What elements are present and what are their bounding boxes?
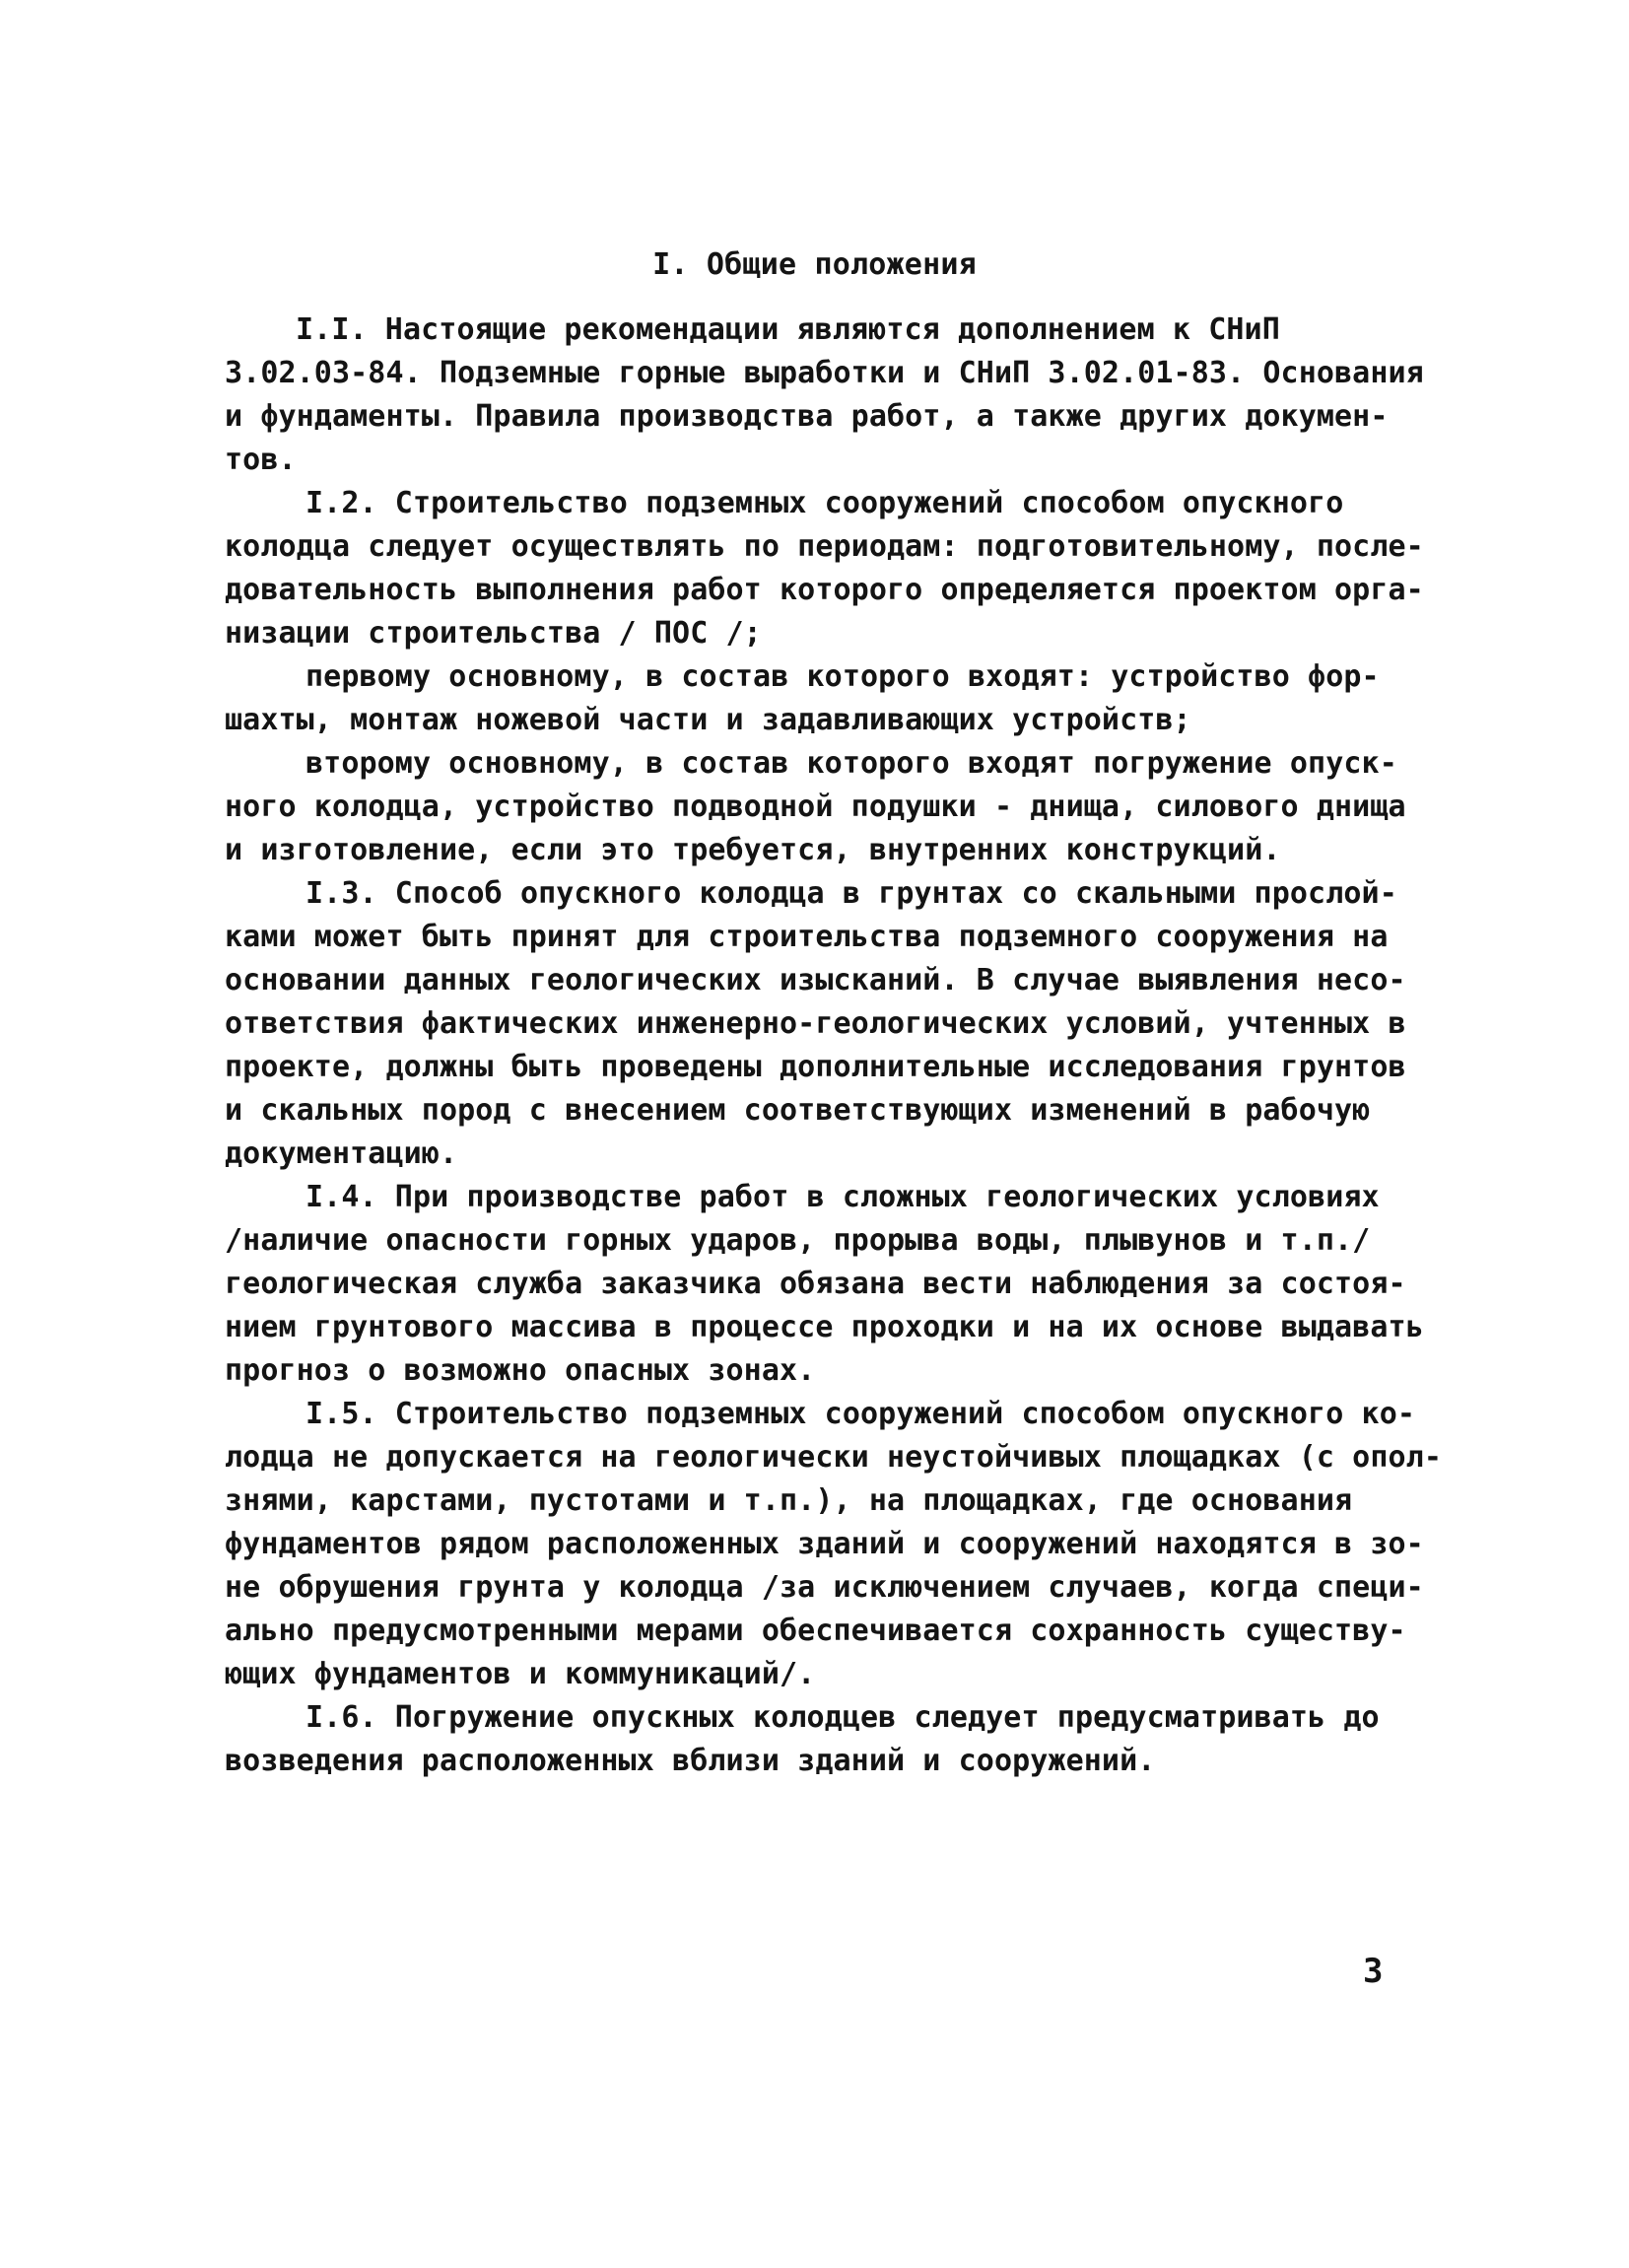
paragraph-1-2-line: низации строительства / ПОС /; [225,616,762,651]
paragraph-1-1-line: I.I. Настоящие рекомендации являются дополнением к СНиП [296,312,1280,347]
paragraph-1-4-line: /наличие опасности горных ударов, прорыва воды, плывунов и т.п./ [225,1223,1371,1258]
section-heading: I. Общие положения [652,247,977,282]
paragraph-1-3-line: и скальных пород с внесением соответствующих изменений в рабочую [225,1093,1371,1128]
paragraph-1-3-line: ответствия фактических инженерно-геологических условий, учтенных в [225,1006,1406,1041]
paragraph-1-5-line: ющих фундаментов и коммуникаций/. [225,1657,816,1691]
paragraph-1-6-line: возведения расположенных вблизи зданий и сооружений. [225,1744,1156,1778]
paragraph-1-5-line: I.5. Строительство подземных сооружений способом опускного ко- [305,1397,1416,1431]
paragraph-1-5-line: фундаментов рядом расположенных зданий и сооружений находятся в зо- [225,1527,1424,1561]
paragraph-1-5-line: лодца не допускается на геологически неустойчивых площадках (с опол- [225,1440,1442,1475]
paragraph-1-4-line: нием грунтового массива в процессе проходки и на их основе выдавать [225,1310,1424,1344]
paragraph-1-2-line: и изготовление, если это требуется, внутренних конструкций. [225,833,1281,867]
body-text [225,309,1442,1783]
paragraph-1-5-line: знями, карстами, пустотами и т.п.), на площадках, где основания [225,1483,1353,1518]
paragraph-1-6-line: I.6. Погружение опускных колодцев следует предусматривать до [305,1700,1380,1735]
paragraph-1-4-line: прогноз о возможно опасных зонах. [225,1353,816,1388]
paragraph-1-3-line: I.3. Способ опускного колодца в грунтах со скальными прослой- [305,876,1397,911]
paragraph-1-3-line: проекте, должны быть проведены дополнительные исследования грунтов [225,1050,1406,1084]
paragraph-1-1-line: 3.02.03-84. Подземные горные выработки и СНиП 3.02.01-83. Основания [225,356,1424,390]
paragraph-1-2-line: второму основному, в состав которого входят погружение опуск- [305,746,1397,781]
page-number: 3 [1363,1952,1384,1991]
paragraph-1-4-line: I.4. При производстве работ в сложных геологических условиях [305,1180,1380,1214]
paragraph-1-3-line: ками может быть принят для строительства подземного сооружения на [225,920,1389,954]
paragraph-1-2-line: I.2. Строительство подземных сооружений способом опускного [305,486,1344,520]
paragraph-1-1-line: и фундаменты. Правила производства работ, а также других докумен- [225,399,1389,434]
paragraph-1-1-line: тов. [225,443,297,477]
paragraph-1-4-line: геологическая служба заказчика обязана вести наблюдения за состоя- [225,1267,1406,1301]
paragraph-1-2-line: шахты, монтаж ножевой части и задавливающих устройств; [225,703,1191,737]
paragraph-1-2-line: колодца следует осуществлять по периодам: подготовительному, после- [225,529,1424,564]
paragraph-1-5-line: не обрушения грунта у колодца /за исключением случаев, когда специ- [225,1570,1424,1605]
paragraph-1-2-line: довательность выполнения работ которого определяется проектом орга- [225,573,1424,607]
paragraph-1-3-line: основании данных геологических изысканий. В случае выявления несо- [225,963,1406,997]
paragraph-1-2-line: первому основному, в состав которого входят: устройство фор- [305,659,1380,694]
paragraph-1-5-line: ально предусмотренными мерами обеспечивается сохранность существу- [225,1614,1406,1648]
paragraph-1-2-line: ного колодца, устройство подводной подушки - днища, силового днища [225,790,1406,824]
paragraph-1-3-line: документацию. [225,1136,458,1171]
